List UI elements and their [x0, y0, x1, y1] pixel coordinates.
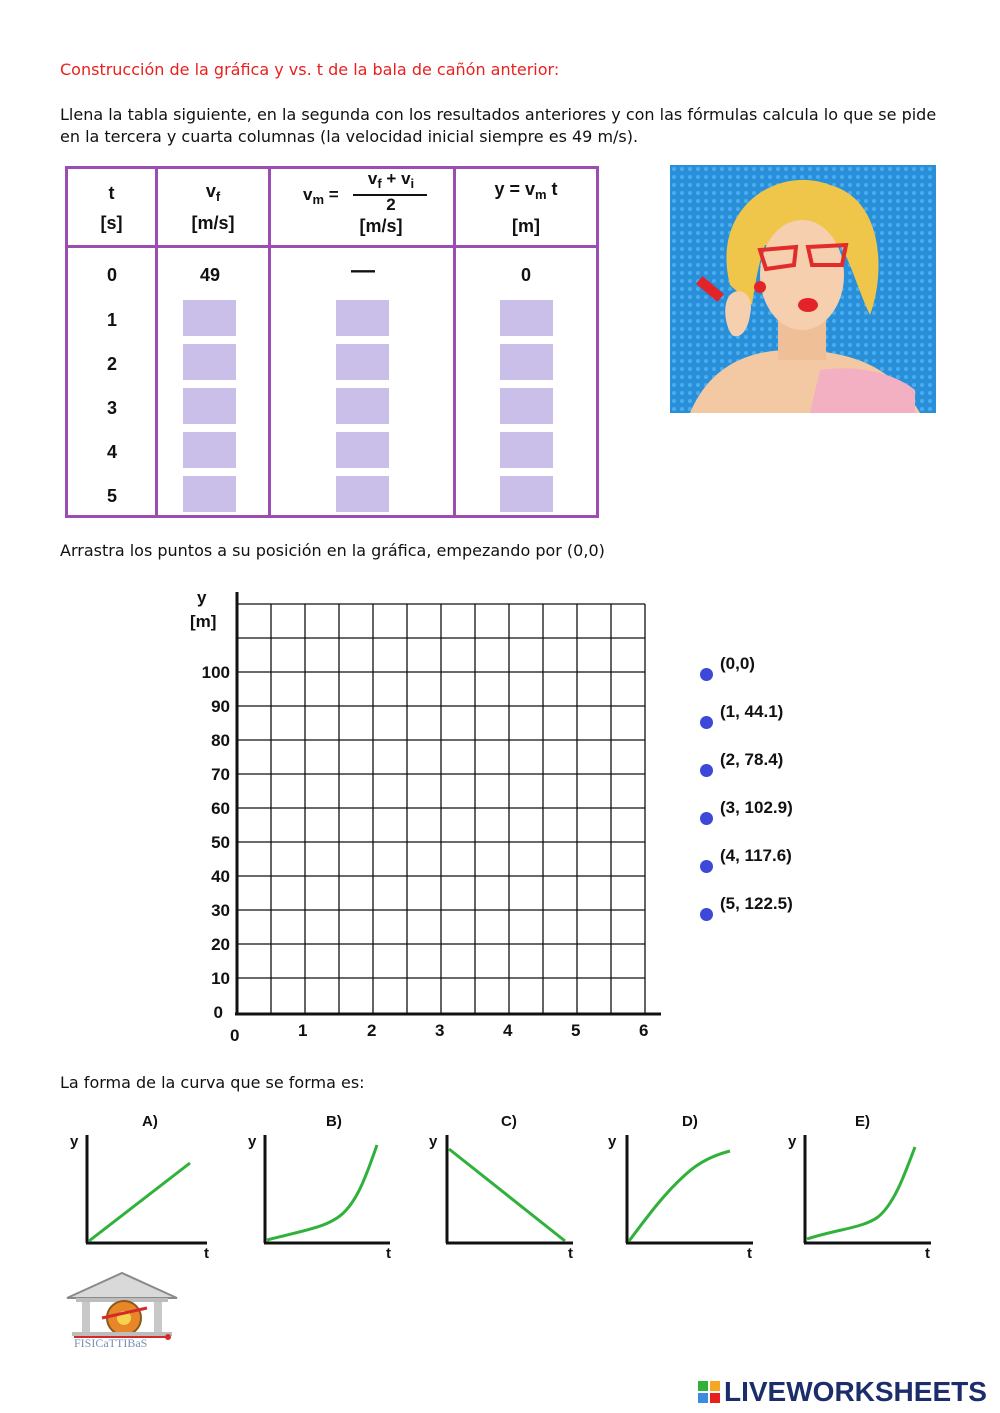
- x-tick: 4: [503, 1021, 513, 1040]
- row0-y: 0: [520, 265, 531, 285]
- y-input-5[interactable]: [500, 476, 553, 512]
- header-vm-numerator: $v_f + v_i$: [367, 169, 415, 191]
- shape-question: La forma de la curva que se forma es:: [60, 1073, 365, 1092]
- vf-input-2[interactable]: [183, 344, 236, 380]
- graph-grid[interactable]: [225, 590, 665, 1025]
- page-heading: Construcción de la gráfica y vs. t de la bala de cañón anterior:: [60, 60, 560, 79]
- y-tick: 60: [211, 799, 230, 818]
- instructions: Llena la tabla siguiente, en la segunda con los resultados anteriores y con las fórmulas calcula lo que se pide en la tercera y cuarta columnas (la velocidad inicial siempre es 49 m/s).: [60, 105, 937, 146]
- y-input-1[interactable]: [500, 300, 553, 336]
- header-y: $y = v_m$ t: [494, 179, 558, 202]
- option-d[interactable]: D) y t: [608, 1113, 752, 1262]
- y-tick: 80: [211, 731, 230, 750]
- vf-input-1[interactable]: [183, 300, 236, 336]
- y-tick: 20: [211, 935, 230, 954]
- vf-input-5[interactable]: [183, 476, 236, 512]
- header-t-unit: [s]: [100, 213, 123, 233]
- row-t: 3: [106, 398, 117, 418]
- x-tick: 5: [571, 1021, 581, 1040]
- y-tick: 0: [213, 1003, 223, 1022]
- row0-vm: —: [351, 257, 375, 284]
- vm-input-4[interactable]: [336, 432, 389, 468]
- drag-instructions: Arrastra los puntos a su posición en la gráfica, empezando por (0,0): [60, 541, 605, 560]
- y-input-3[interactable]: [500, 388, 553, 424]
- y-input-2[interactable]: [500, 344, 553, 380]
- header-y-unit: [m]: [512, 216, 540, 236]
- y-input-4[interactable]: [500, 432, 553, 468]
- fisicamas-logo: [62, 1268, 182, 1353]
- x-tick: 1: [298, 1021, 308, 1040]
- pop-art-illustration: [670, 165, 936, 413]
- y-tick: 40: [211, 867, 230, 886]
- y-tick: 90: [211, 697, 230, 716]
- logo-text: FISICaTTIBaS: [74, 1336, 148, 1350]
- row0-vf: 49: [199, 265, 221, 285]
- row-t: 2: [106, 354, 117, 374]
- vf-input-4[interactable]: [183, 432, 236, 468]
- option-b[interactable]: B) y t: [248, 1113, 391, 1262]
- vf-input-3[interactable]: [183, 388, 236, 424]
- y-tick: 30: [211, 901, 230, 920]
- y-tick: 70: [211, 765, 230, 784]
- option-c[interactable]: C) y t: [429, 1113, 573, 1262]
- liveworksheets-brand[interactable]: LIVEWORKSHEETS: [724, 1376, 987, 1407]
- header-vm-denominator: 2: [386, 195, 396, 214]
- data-table: [65, 166, 599, 518]
- row0-t: 0: [106, 265, 117, 285]
- option-a[interactable]: A) y t: [70, 1113, 209, 1262]
- vm-input-1[interactable]: [336, 300, 389, 336]
- row-t: 5: [106, 486, 117, 506]
- liveworksheets-mark-icon: [698, 1381, 720, 1403]
- header-t: t: [108, 183, 115, 203]
- y-tick: 10: [211, 969, 230, 988]
- row-t: 1: [106, 310, 117, 330]
- x-tick: 3: [435, 1021, 445, 1040]
- header-vf-unit: [m/s]: [191, 213, 235, 233]
- option-e[interactable]: E) y t: [788, 1113, 930, 1262]
- header-vm-unit: [m/s]: [359, 216, 403, 236]
- x-tick: 2: [367, 1021, 377, 1040]
- graph-y-label: y: [197, 588, 207, 607]
- y-tick: 50: [211, 833, 230, 852]
- vm-input-5[interactable]: [336, 476, 389, 512]
- row-t: 4: [106, 442, 117, 462]
- x-tick: 0: [230, 1026, 240, 1045]
- y-tick: 100: [201, 663, 230, 682]
- header-vf: $v_f$: [205, 181, 221, 204]
- header-vm: $v_m$ =: [303, 185, 339, 207]
- graph-y-unit: [m]: [190, 612, 217, 631]
- vm-input-3[interactable]: [336, 388, 389, 424]
- vm-input-2[interactable]: [336, 344, 389, 380]
- x-tick: 6: [639, 1021, 649, 1040]
